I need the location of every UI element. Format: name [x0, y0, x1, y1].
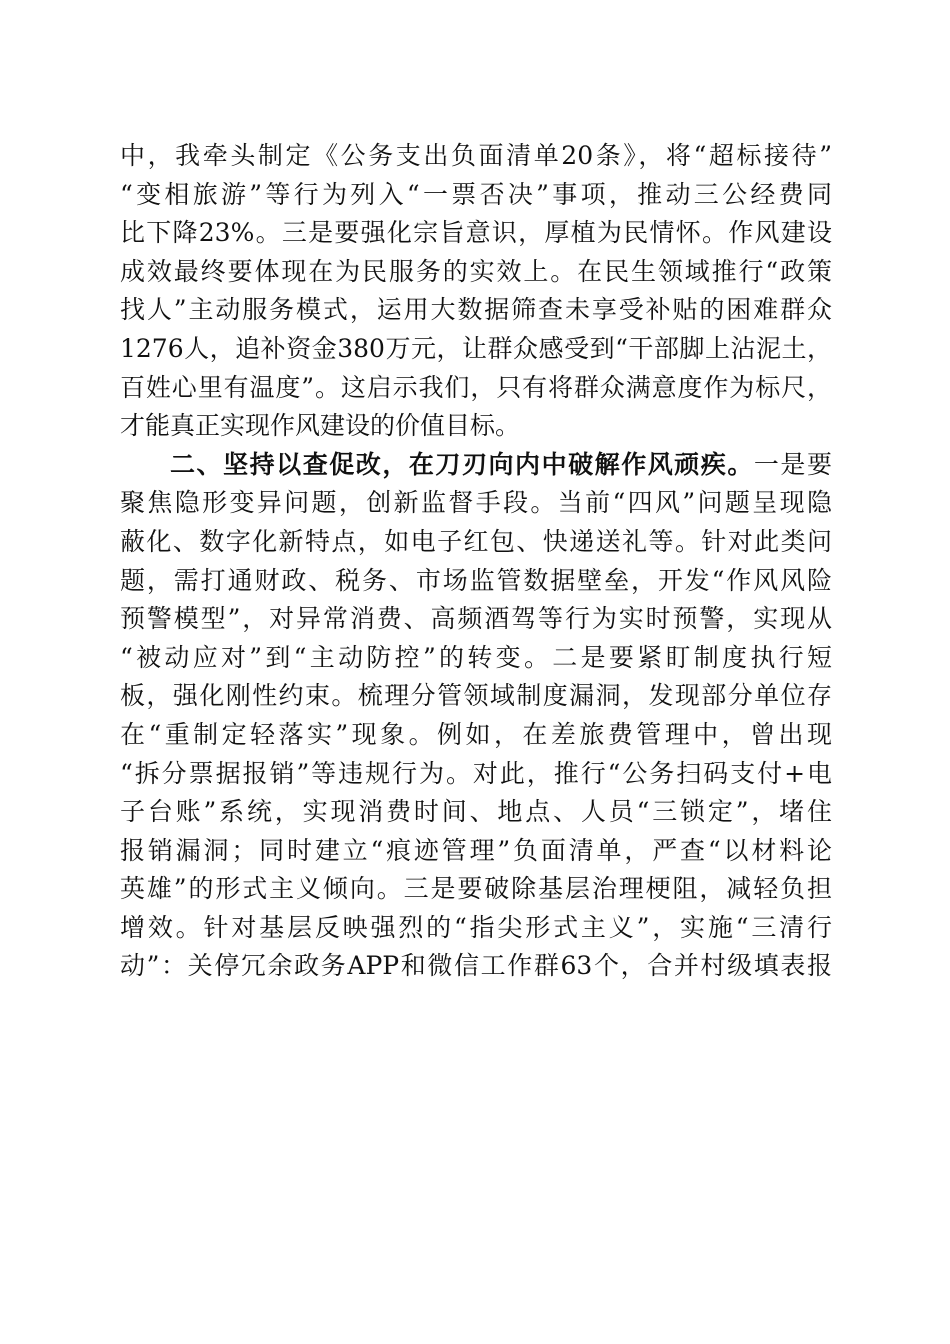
text-line: “拆分票据报销”等违规行为。对此，推行“公务扫码支付+电: [120, 758, 832, 788]
body-text: [120, 137, 832, 986]
text-line: 子台账”系统，实现消费时间、地点、人员“三锁定”，堵住: [120, 797, 832, 827]
text-line: 在“重制定轻落实”现象。例如，在差旅费管理中，曾出现: [120, 719, 832, 749]
text-line: 找人”主动服务模式，运用大数据筛查未享受补贴的困难群众: [120, 295, 832, 325]
text-line: 中，我牵头制定《公务支出负面清单20条》，将“超标接待”: [120, 141, 832, 170]
text-line: 英雄”的形式主义倾向。三是要破除基层治理梗阻，减轻负担: [120, 874, 832, 904]
section-heading: 二、坚持以查促改，在刀刃向内中破解作风顽疾。: [170, 449, 754, 479]
text-line: 1276人，追补资金380万元，让群众感受到“干部脚上沾泥土，: [120, 333, 832, 363]
text-line: 百姓心里有温度”。这启示我们，只有将群众满意度作为标尺，: [120, 372, 832, 402]
paragraph-2-first-line: [120, 446, 832, 485]
text-line: 板，强化刚性约束。梳理分管领域制度漏洞，发现部分单位存: [120, 681, 832, 711]
text-line: “被动应对”到“主动防控”的转变。二是要紧盯制度执行短: [120, 642, 832, 672]
text-line: 报销漏洞；同时建立“痕迹管理”负面清单，严查“以材料论: [120, 835, 832, 865]
text-line: 题，需打通财政、税务、市场监管数据壁垒，开发“作风风险: [120, 565, 832, 595]
paragraph-1: [120, 137, 832, 446]
text-line: 比下降23%。三是要强化宗旨意识，厚植为民情怀。作风建设: [120, 218, 832, 248]
text-line: 蔽化、数字化新特点，如电子红包、快递送礼等。针对此类问: [120, 526, 832, 556]
text-line: 预警模型”，对异常消费、高频酒驾等行为实时预警，实现从: [120, 604, 832, 634]
text-line: “变相旅游”等行为列入“一票否决”事项，推动三公经费同: [120, 179, 832, 209]
paragraph-2: [120, 446, 832, 986]
text-line: 成效最终要体现在为民服务的实效上。在民生领域推行“政策: [120, 256, 832, 286]
text-line: 聚焦隐形变异问题，创新监督手段。当前“四风”问题呈现隐: [120, 488, 832, 518]
text-line: 才能真正实现作风建设的价值目标。: [120, 411, 521, 441]
text-line: 增效。针对基层反映强烈的“指尖形式主义”，实施“三清行: [120, 912, 832, 942]
text-line: 动”：关停冗余政务APP和微信工作群63个，合并村级填表报: [120, 951, 832, 981]
text-line-rest: 一是要: [753, 449, 832, 479]
